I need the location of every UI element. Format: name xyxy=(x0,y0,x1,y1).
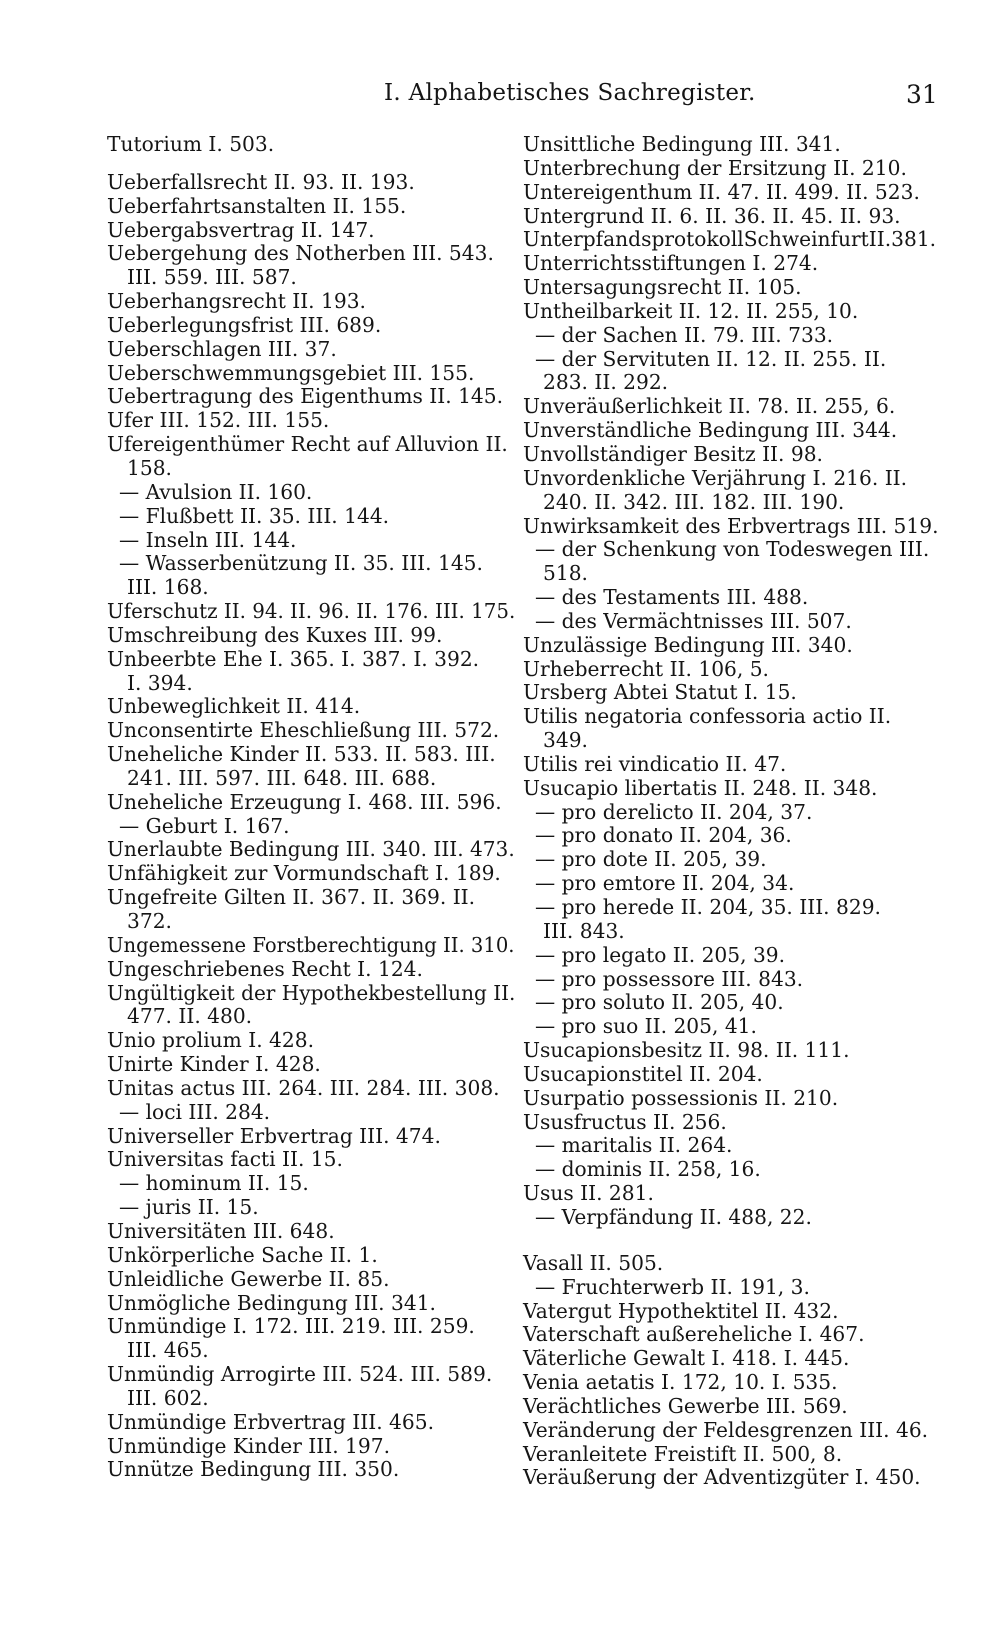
index-entry: Utilis negatoria confessoria actio II. xyxy=(523,704,892,729)
index-entry: Ufer III. 152. III. 155. xyxy=(107,408,330,433)
index-entry: — pro suo II. 205, 41. xyxy=(535,1014,757,1039)
index-entry: Ueberschlagen III. 37. xyxy=(107,336,337,361)
index-entry: — juris II. 15. xyxy=(119,1195,259,1220)
index-entry: III. 559. III. 587. xyxy=(127,265,297,290)
index-entry: Usus II. 281. xyxy=(523,1181,654,1206)
index-entry: — Geburt I. 167. xyxy=(119,813,290,838)
index-entry: Veräußerung der Adventizgüter I. 450. xyxy=(523,1465,921,1490)
index-entry: — der Sachen II. 79. III. 733. xyxy=(535,322,834,347)
index-entry: Unveräußerlichkeit II. 78. II. 255, 6. xyxy=(523,394,896,419)
index-entry: Unsittliche Bedingung III. 341. xyxy=(523,132,841,156)
index-entry: — pro derelicto II. 204, 37. xyxy=(535,799,813,824)
index-entry: III. 843. xyxy=(543,918,625,943)
index-entry: Unbeerbte Ehe I. 365. I. 387. I. 392. xyxy=(107,646,480,671)
index-entry: Unfähigkeit zur Vormundschaft I. 189. xyxy=(107,861,501,886)
index-entry: Unnütze Bedingung III. 350. xyxy=(107,1457,400,1482)
index-entry: — pro herede II. 204, 35. III. 829. xyxy=(535,895,881,919)
index-entry: Väterliche Gewalt I. 418. I. 445. xyxy=(523,1346,850,1371)
index-entry: Uebertragung des Eigenthums II. 145. xyxy=(107,384,504,409)
index-entry: Unbeweglichkeit II. 414. xyxy=(107,694,361,719)
index-entry: — dominis II. 258, 16. xyxy=(535,1157,761,1182)
index-entry: — pro emtore II. 204, 34. xyxy=(535,871,795,896)
index-entry: Vatergut Hypothektitel II. 432. xyxy=(523,1298,839,1323)
index-entry: — pro donato II. 204, 36. xyxy=(535,823,792,848)
index-entry: 240. II. 342. III. 182. III. 190. xyxy=(543,489,845,514)
index-entry: Ueberfallsrecht II. 93. II. 193. xyxy=(107,169,415,194)
index-entry: — pro legato II. 205, 39. xyxy=(535,942,786,967)
index-entry: Usucapio libertatis II. 248. II. 348. xyxy=(523,775,878,800)
index-entry: Untereigenthum II. 47. II. 499. II. 523. xyxy=(523,179,920,204)
index-entry: — Fruchterwerb II. 191, 3. xyxy=(535,1274,810,1299)
index-entry: — der Schenkung von Todeswegen III. xyxy=(535,537,930,562)
right-column xyxy=(523,133,943,1490)
index-entry: Unmündige I. 172. III. 219. III. 259. xyxy=(107,1314,475,1339)
index-entry: — hominum II. 15. xyxy=(119,1171,309,1196)
index-entry: — Inseln III. 144. xyxy=(119,527,297,552)
index-entry: Unterrichtsstiftungen I. 274. xyxy=(523,251,819,276)
index-entry: Unmündige Kinder III. 197. xyxy=(107,1433,391,1458)
index-entry: Universitas facti II. 15. xyxy=(107,1147,343,1172)
index-entry: Veranleitete Freistift II. 500, 8. xyxy=(523,1441,843,1466)
index-entry: Vaterschaft außereheliche I. 467. xyxy=(523,1322,865,1347)
index-entry: — pro soluto II. 205, 40. xyxy=(535,990,784,1015)
index-entry: Ufereigenthümer Recht auf Alluvion II. xyxy=(107,432,508,457)
index-entry: — pro possessore III. 843. xyxy=(535,966,804,991)
index-entry: Ursberg Abtei Statut I. 15. xyxy=(523,680,797,705)
index-entry: III. 465. xyxy=(127,1338,209,1363)
index-entry: Vasall II. 505. xyxy=(523,1250,664,1275)
running-header: I. Alphabetisches Sachregister. xyxy=(384,80,756,106)
index-entry: — maritalis II. 264. xyxy=(535,1133,733,1158)
index-entry: III. 602. xyxy=(127,1385,209,1410)
index-entry: Utilis rei vindicatio II. 47. xyxy=(523,751,787,776)
index-entry: Untersagungsrecht II. 105. xyxy=(523,275,802,300)
index-entry: Unterbrechung der Ersitzung II. 210. xyxy=(523,155,907,180)
index-entry: Unvordenkliche Verjährung I. 216. II. xyxy=(523,465,908,490)
index-entry: Usucapionsbesitz II. 98. II. 111. xyxy=(523,1038,850,1063)
index-entry: Ungefreite Gilten II. 367. II. 369. II. xyxy=(107,885,476,910)
index-entry: 349. xyxy=(543,728,588,753)
index-entry: — loci III. 284. xyxy=(119,1099,271,1124)
index-entry: Universeller Erbvertrag III. 474. xyxy=(107,1123,441,1148)
index-entry: Unmündige Erbvertrag III. 465. xyxy=(107,1409,434,1434)
index-entry: Unitas actus III. 264. III. 284. III. 308. xyxy=(107,1075,500,1100)
index-entry: Ueberlegungsfrist III. 689. xyxy=(107,312,382,337)
index-entry: Umschreibung des Kuxes III. 99. xyxy=(107,622,443,647)
index-entry: Usurpatio possessionis II. 210. xyxy=(523,1085,839,1110)
index-entry: — pro dote II. 205, 39. xyxy=(535,847,767,872)
page-number: 31 xyxy=(906,80,938,109)
index-entry: Unvollständiger Besitz II. 98. xyxy=(523,441,823,466)
index-entry: Untheilbarkeit II. 12. II. 255, 10. xyxy=(523,298,859,323)
index-entry: Usucapionstitel II. 204. xyxy=(523,1061,763,1086)
index-entry: Tutorium I. 503. xyxy=(107,132,275,156)
left-column xyxy=(107,133,515,1482)
index-entry: 477. II. 480. xyxy=(127,1004,253,1029)
index-entry: UnterpfandsprotokollSchweinfurtII.381. xyxy=(523,227,937,252)
index-entry: 241. III. 597. III. 648. III. 688. xyxy=(127,765,437,790)
index-entry: 518. xyxy=(543,561,588,586)
index-entry: — Flußbett II. 35. III. 144. xyxy=(119,503,390,528)
index-entry: Ususfructus II. 256. xyxy=(523,1109,727,1134)
index-entry: Unleidliche Gewerbe II. 85. xyxy=(107,1266,390,1291)
index-entry: Uneheliche Erzeugung I. 468. III. 596. xyxy=(107,789,502,814)
index-entry: — des Testaments III. 488. xyxy=(535,585,809,610)
index-entry: Unzulässige Bedingung III. 340. xyxy=(523,632,853,657)
index-entry: Unverständliche Bedingung III. 344. xyxy=(523,418,898,443)
index-entry: Uferschutz II. 94. II. 96. II. 176. III. 175. xyxy=(107,599,516,624)
index-entry: Unkörperliche Sache II. 1. xyxy=(107,1242,378,1267)
index-entry: Venia aetatis I. 172, 10. I. 535. xyxy=(523,1370,838,1395)
index-entry: — des Vermächtnisses III. 507. xyxy=(535,608,852,633)
index-entry: Unirte Kinder I. 428. xyxy=(107,1052,321,1077)
index-entry: 283. II. 292. xyxy=(543,370,669,395)
index-entry: Uebergabsvertrag II. 147. xyxy=(107,217,375,242)
index-entry: Unconsentirte Eheschließung III. 572. xyxy=(107,718,500,743)
index-entry: Urheberrecht II. 106, 5. xyxy=(523,656,769,681)
index-entry: Ueberfahrtsanstalten II. 155. xyxy=(107,193,407,218)
index-entry: Ungültigkeit der Hypothekbestellung II. xyxy=(107,980,516,1005)
index-entry: Uneheliche Kinder II. 533. II. 583. III. xyxy=(107,742,496,767)
index-entry: Ueberschwemmungsgebiet III. 155. xyxy=(107,360,475,385)
index-entry: Unio prolium I. 428. xyxy=(107,1028,315,1053)
index-entry: Ueberhangsrecht II. 193. xyxy=(107,289,366,314)
index-entry: Verächtliches Gewerbe III. 569. xyxy=(523,1393,848,1418)
index-entry: Uebergehung des Notherben III. 543. xyxy=(107,241,494,266)
index-entry: — Wasserbenützung II. 35. III. 145. xyxy=(119,551,483,576)
index-entry: I. 394. xyxy=(127,670,193,695)
index-entry: — Verpfändung II. 488, 22. xyxy=(535,1204,812,1229)
index-entry: — Avulsion II. 160. xyxy=(119,479,313,504)
index-entry: Unmögliche Bedingung III. 341. xyxy=(107,1290,436,1315)
index-entry: Ungeschriebenes Recht I. 124. xyxy=(107,956,423,981)
index-entry: Veränderung der Feldesgrenzen III. 46. xyxy=(523,1417,929,1442)
index-entry: 372. xyxy=(127,909,172,933)
index-entry: Unerlaubte Bedingung III. 340. III. 473. xyxy=(107,837,515,862)
index-entry: Unwirksamkeit des Erbvertrags III. 519. xyxy=(523,513,939,538)
index-entry: Untergrund II. 6. II. 36. II. 45. II. 93. xyxy=(523,203,901,228)
index-entry: Universitäten III. 648. xyxy=(107,1218,335,1243)
index-entry: III. 168. xyxy=(127,575,209,600)
index-entry: Unmündig Arrogirte III. 524. III. 589. xyxy=(107,1362,493,1387)
index-entry: Ungemessene Forstberechtigung II. 310. xyxy=(107,932,515,957)
index-entry: — der Servituten II. 12. II. 255. II. xyxy=(535,346,887,371)
index-entry: 158. xyxy=(127,455,172,480)
